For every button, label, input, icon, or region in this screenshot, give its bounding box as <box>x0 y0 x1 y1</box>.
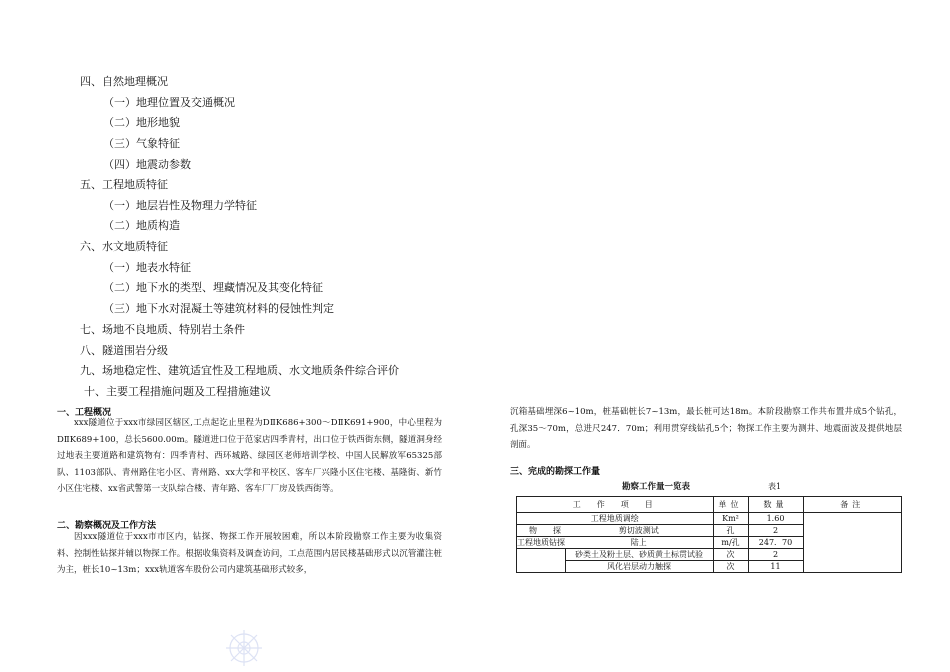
section-paragraph <box>510 404 902 454</box>
section-heading: 一、工程概况 <box>57 408 112 418</box>
table-header-row <box>517 497 902 513</box>
table-cell <box>517 549 566 573</box>
table-cell: 工程地质钻探 <box>517 538 565 547</box>
toc-item: 六、水文地质特征 <box>80 240 168 253</box>
toc-item: （四）地震动参数 <box>103 158 191 171</box>
table-cell: 11 <box>748 561 803 573</box>
toc-item: 八、隧道围岩分级 <box>80 344 168 357</box>
toc-item: （二）地形地貌 <box>103 116 180 129</box>
header-cell: 单位 <box>713 497 748 513</box>
toc-item: （一）地表水特征 <box>103 261 191 274</box>
toc-item: （一）地理位置及交通概况 <box>103 96 235 109</box>
table-cell: 2 <box>748 549 803 561</box>
table-cell: 次 <box>713 549 748 561</box>
section-paragraph <box>57 415 442 498</box>
table-row <box>517 513 902 525</box>
toc-item: 五、工程地质特征 <box>80 178 168 191</box>
toc-item: 四、自然地理概况 <box>80 75 168 88</box>
toc-item: （二）地下水的类型、埋藏情况及其变化特征 <box>103 281 323 294</box>
toc-item: （三）地下水对混凝土等建筑材料的侵蚀性判定 <box>103 302 334 315</box>
table-cell: m/孔 <box>713 537 748 549</box>
table-cell <box>803 513 902 573</box>
paragraph-text: 沉箱基础埋深6~10m，桩基础桩长7~13m，最长桩可达18m。本阶段勘察工作共布置井成5个钻孔，孔深35～70m，总进尺247．70m；利用贯穿线钻孔5个；物探工作主要为测井、地震面波及提供地层剖面。 <box>510 407 902 450</box>
watermark-snowflake-icon <box>224 628 264 668</box>
toc-item: （一）地层岩性及物理力学特征 <box>103 199 257 212</box>
toc-item: 十、主要工程措施问题及工程措施建议 <box>84 385 271 398</box>
table-cell: 孔 <box>713 525 748 537</box>
header-cell: 数量 <box>748 497 803 513</box>
toc-item: （三）气象特征 <box>103 137 180 150</box>
table-title: 勘察工作量一览表 <box>622 482 691 492</box>
table-cell: Km² <box>713 513 748 525</box>
table-cell: 工程地质调绘 <box>517 513 714 525</box>
table-cell: 247．70 <box>748 537 803 549</box>
toc-item: 七、场地不良地质、特别岩土条件 <box>80 323 245 336</box>
toc-item: 九、场地稳定性、建筑适宜性及工程地质、水文地质条件综合评价 <box>80 364 399 377</box>
table-cell: 2 <box>748 525 803 537</box>
header-cell: 备注 <box>803 497 902 513</box>
paragraph-text: xxx隧道位于xxx市绿园区辖区,工点起讫止里程为DⅡK686+300～DⅡK691+900，中心里程为DⅡK689+100，总长5600.00m。隧道进口位于范家店四季青村，出口位于铁西街东侧，隧道洞身经过地表主要道路和建筑物有：四季青村、西环城路、绿园区老师培训学校、中国人民解放军65325部队、1103部队、青州路住宅小区、青州路、xx大学和平校区、客车厂兴隆小区住宅楼、基隆街、新竹小区住宅楼、xx省武警第一支队综合楼、青年路、客车厂厂房及铁西街等。 <box>57 418 442 494</box>
section-heading: 二、勘察概况及工作方法 <box>57 521 157 531</box>
section-paragraph <box>57 529 442 579</box>
table-cell: 砂类土及粉土层、砂质黄土标贯试验 <box>565 549 713 561</box>
paragraph-text: 因xxx隧道位于xxx市市区内，钻探、物探工作开展较困难，所以本阶段勘察工作主要为收集资料、控制性钻探并辅以物探工作。根据收集资料及调查访问，工点范围内居民楼基础形式以沉管灌注桩为主，桩长10~13m；xxx轨道客车股份公司内建筑基础形式较多， <box>57 532 442 575</box>
header-cell: 工 作 项 目 <box>517 497 714 513</box>
section-heading: 三、完成的勘探工作量 <box>510 467 601 477</box>
toc-item: （二）地质构造 <box>103 219 180 232</box>
table-cell: 次 <box>713 561 748 573</box>
table-number: 表1 <box>768 482 782 491</box>
table-cell: 陆上 <box>565 537 713 549</box>
workload-table <box>516 496 902 573</box>
table-cell: 风化岩层动力触探 <box>565 561 713 573</box>
table-cell: 剪切波测试 <box>565 525 713 537</box>
table-cell: 物 探 <box>517 525 566 537</box>
table-cell: 1.60 <box>748 513 803 525</box>
